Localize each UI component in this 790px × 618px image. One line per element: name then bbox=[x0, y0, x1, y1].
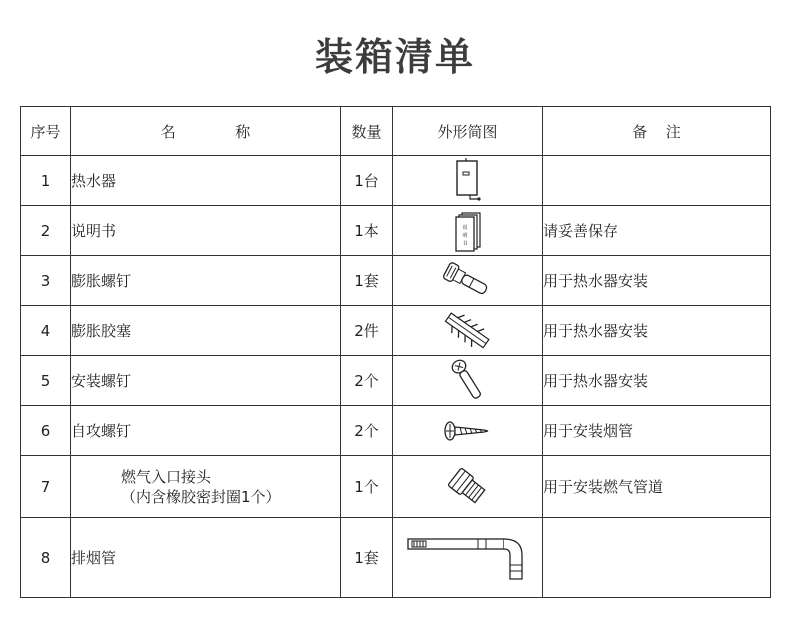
header-note-part2: 注 bbox=[665, 122, 681, 141]
row-name: 自攻螺钉 bbox=[71, 406, 341, 456]
expansion-screw-icon bbox=[438, 259, 498, 303]
row-name: 膨胀胶塞 bbox=[71, 306, 341, 356]
row-no: 4 bbox=[21, 306, 71, 356]
row-no: 6 bbox=[21, 406, 71, 456]
row-qty: 1套 bbox=[341, 256, 393, 306]
row-qty: 2个 bbox=[341, 406, 393, 456]
water-heater-icon bbox=[448, 158, 488, 204]
row-note: 用于热水器安装 bbox=[543, 356, 771, 406]
header-note-part1: 备 bbox=[632, 122, 648, 141]
page-title: 装箱清单 bbox=[314, 35, 475, 79]
header-name bbox=[71, 107, 341, 156]
row-qty: 1个 bbox=[341, 456, 393, 518]
header-picture: 外形简图 bbox=[393, 107, 543, 156]
table-row bbox=[21, 206, 771, 256]
row-note: 用于安装燃气管道 bbox=[543, 456, 771, 518]
header-no: 序号 bbox=[21, 107, 71, 156]
table-row bbox=[21, 256, 771, 306]
row-no: 7 bbox=[21, 456, 71, 518]
table-row bbox=[21, 306, 771, 356]
row-no: 2 bbox=[21, 206, 71, 256]
manual-icon bbox=[448, 209, 488, 253]
row-name: 燃气入口接头 bbox=[121, 467, 212, 486]
row-note: 用于热水器安装 bbox=[543, 306, 771, 356]
gas-inlet-fitting-icon bbox=[445, 464, 491, 510]
wall-plug-icon bbox=[438, 308, 498, 354]
self-tapping-screw-icon bbox=[440, 416, 496, 446]
row-name: 说明书 bbox=[71, 206, 341, 256]
row-name: 热水器 bbox=[71, 156, 341, 206]
row-qty: 1本 bbox=[341, 206, 393, 256]
flue-pipe-icon bbox=[406, 533, 530, 583]
table-row bbox=[21, 456, 771, 518]
row-note: 用于热水器安装 bbox=[543, 256, 771, 306]
header-qty: 数量 bbox=[341, 107, 393, 156]
row-qty: 2个 bbox=[341, 356, 393, 406]
row-qty: 1套 bbox=[341, 518, 393, 598]
manual-text-2: 明 bbox=[461, 232, 468, 239]
table-header-row bbox=[21, 107, 771, 156]
table-row bbox=[21, 356, 771, 406]
row-name: 膨胀螺钉 bbox=[71, 256, 341, 306]
row-no: 5 bbox=[21, 356, 71, 406]
row-note: 请妥善保存 bbox=[543, 206, 771, 256]
row-name: 排烟管 bbox=[71, 518, 341, 598]
header-name-part1: 名 bbox=[160, 122, 176, 141]
row-note: 用于安装烟管 bbox=[543, 406, 771, 456]
manual-text-3: 书 bbox=[461, 240, 468, 247]
table-row bbox=[21, 406, 771, 456]
header-name-part2: 称 bbox=[235, 122, 251, 141]
screw-icon bbox=[443, 358, 493, 404]
row-note bbox=[543, 518, 771, 598]
row-no: 8 bbox=[21, 518, 71, 598]
row-qty: 1台 bbox=[341, 156, 393, 206]
row-no: 3 bbox=[21, 256, 71, 306]
row-no: 1 bbox=[21, 156, 71, 206]
row-name-note: （内含橡胶密封圈1个） bbox=[121, 487, 281, 506]
row-qty: 2件 bbox=[341, 306, 393, 356]
header-note bbox=[543, 107, 771, 156]
packing-list-table bbox=[20, 106, 771, 598]
table-row bbox=[21, 156, 771, 206]
manual-text-1: 说 bbox=[461, 224, 468, 231]
row-name: 安装螺钉 bbox=[71, 356, 341, 406]
row-note bbox=[543, 156, 771, 206]
table-row bbox=[21, 518, 771, 598]
